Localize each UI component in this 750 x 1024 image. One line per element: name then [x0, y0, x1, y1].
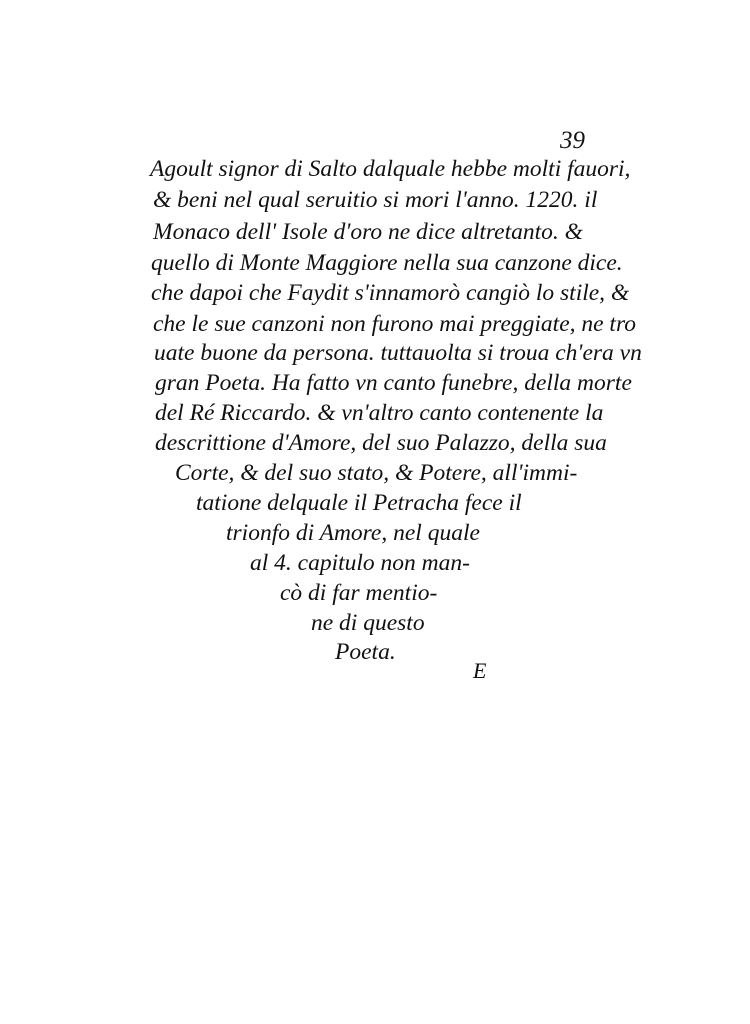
text-line: del Ré Riccardo. & vn'altro canto contenente la	[155, 400, 604, 426]
text-line: che dapoi che Faydit s'innamorò cangiò lo stile, &	[151, 280, 630, 306]
text-line: Agoult signor di Salto dalquale hebbe molti fauori,	[150, 156, 631, 182]
text-line: tatione delquale il Petracha fece il	[196, 490, 522, 516]
catchword: E	[473, 658, 487, 683]
text-line: ne di questo	[311, 610, 425, 636]
text-line: che le sue canzoni non furono mai preggiate, ne tro	[153, 311, 636, 337]
text-line: al 4. capitulo non man-	[250, 550, 470, 576]
text-line: trionfo di Amore, nel quale	[226, 520, 480, 546]
text-line: cò di far mentio-	[280, 580, 438, 606]
text-line: gran Poeta. Ha fatto vn canto funebre, della morte	[155, 370, 632, 396]
page-number: 39	[560, 127, 585, 154]
text-line: Poeta.	[335, 639, 396, 665]
text-line: & beni nel qual seruitio si mori l'anno. 1220. il	[153, 187, 598, 213]
text-line: descrittione d'Amore, del suo Palazzo, della sua	[155, 430, 607, 456]
text-line: Monaco dell' Isole d'oro ne dice altretanto. &	[153, 219, 583, 245]
text-line: quello di Monte Maggiore nella sua canzone dice.	[151, 250, 623, 276]
text-line: uate buone da persona. tuttauolta si troua ch'era vn	[154, 340, 642, 366]
text-line: Corte, & del suo stato, & Potere, all'immi-	[175, 460, 578, 486]
